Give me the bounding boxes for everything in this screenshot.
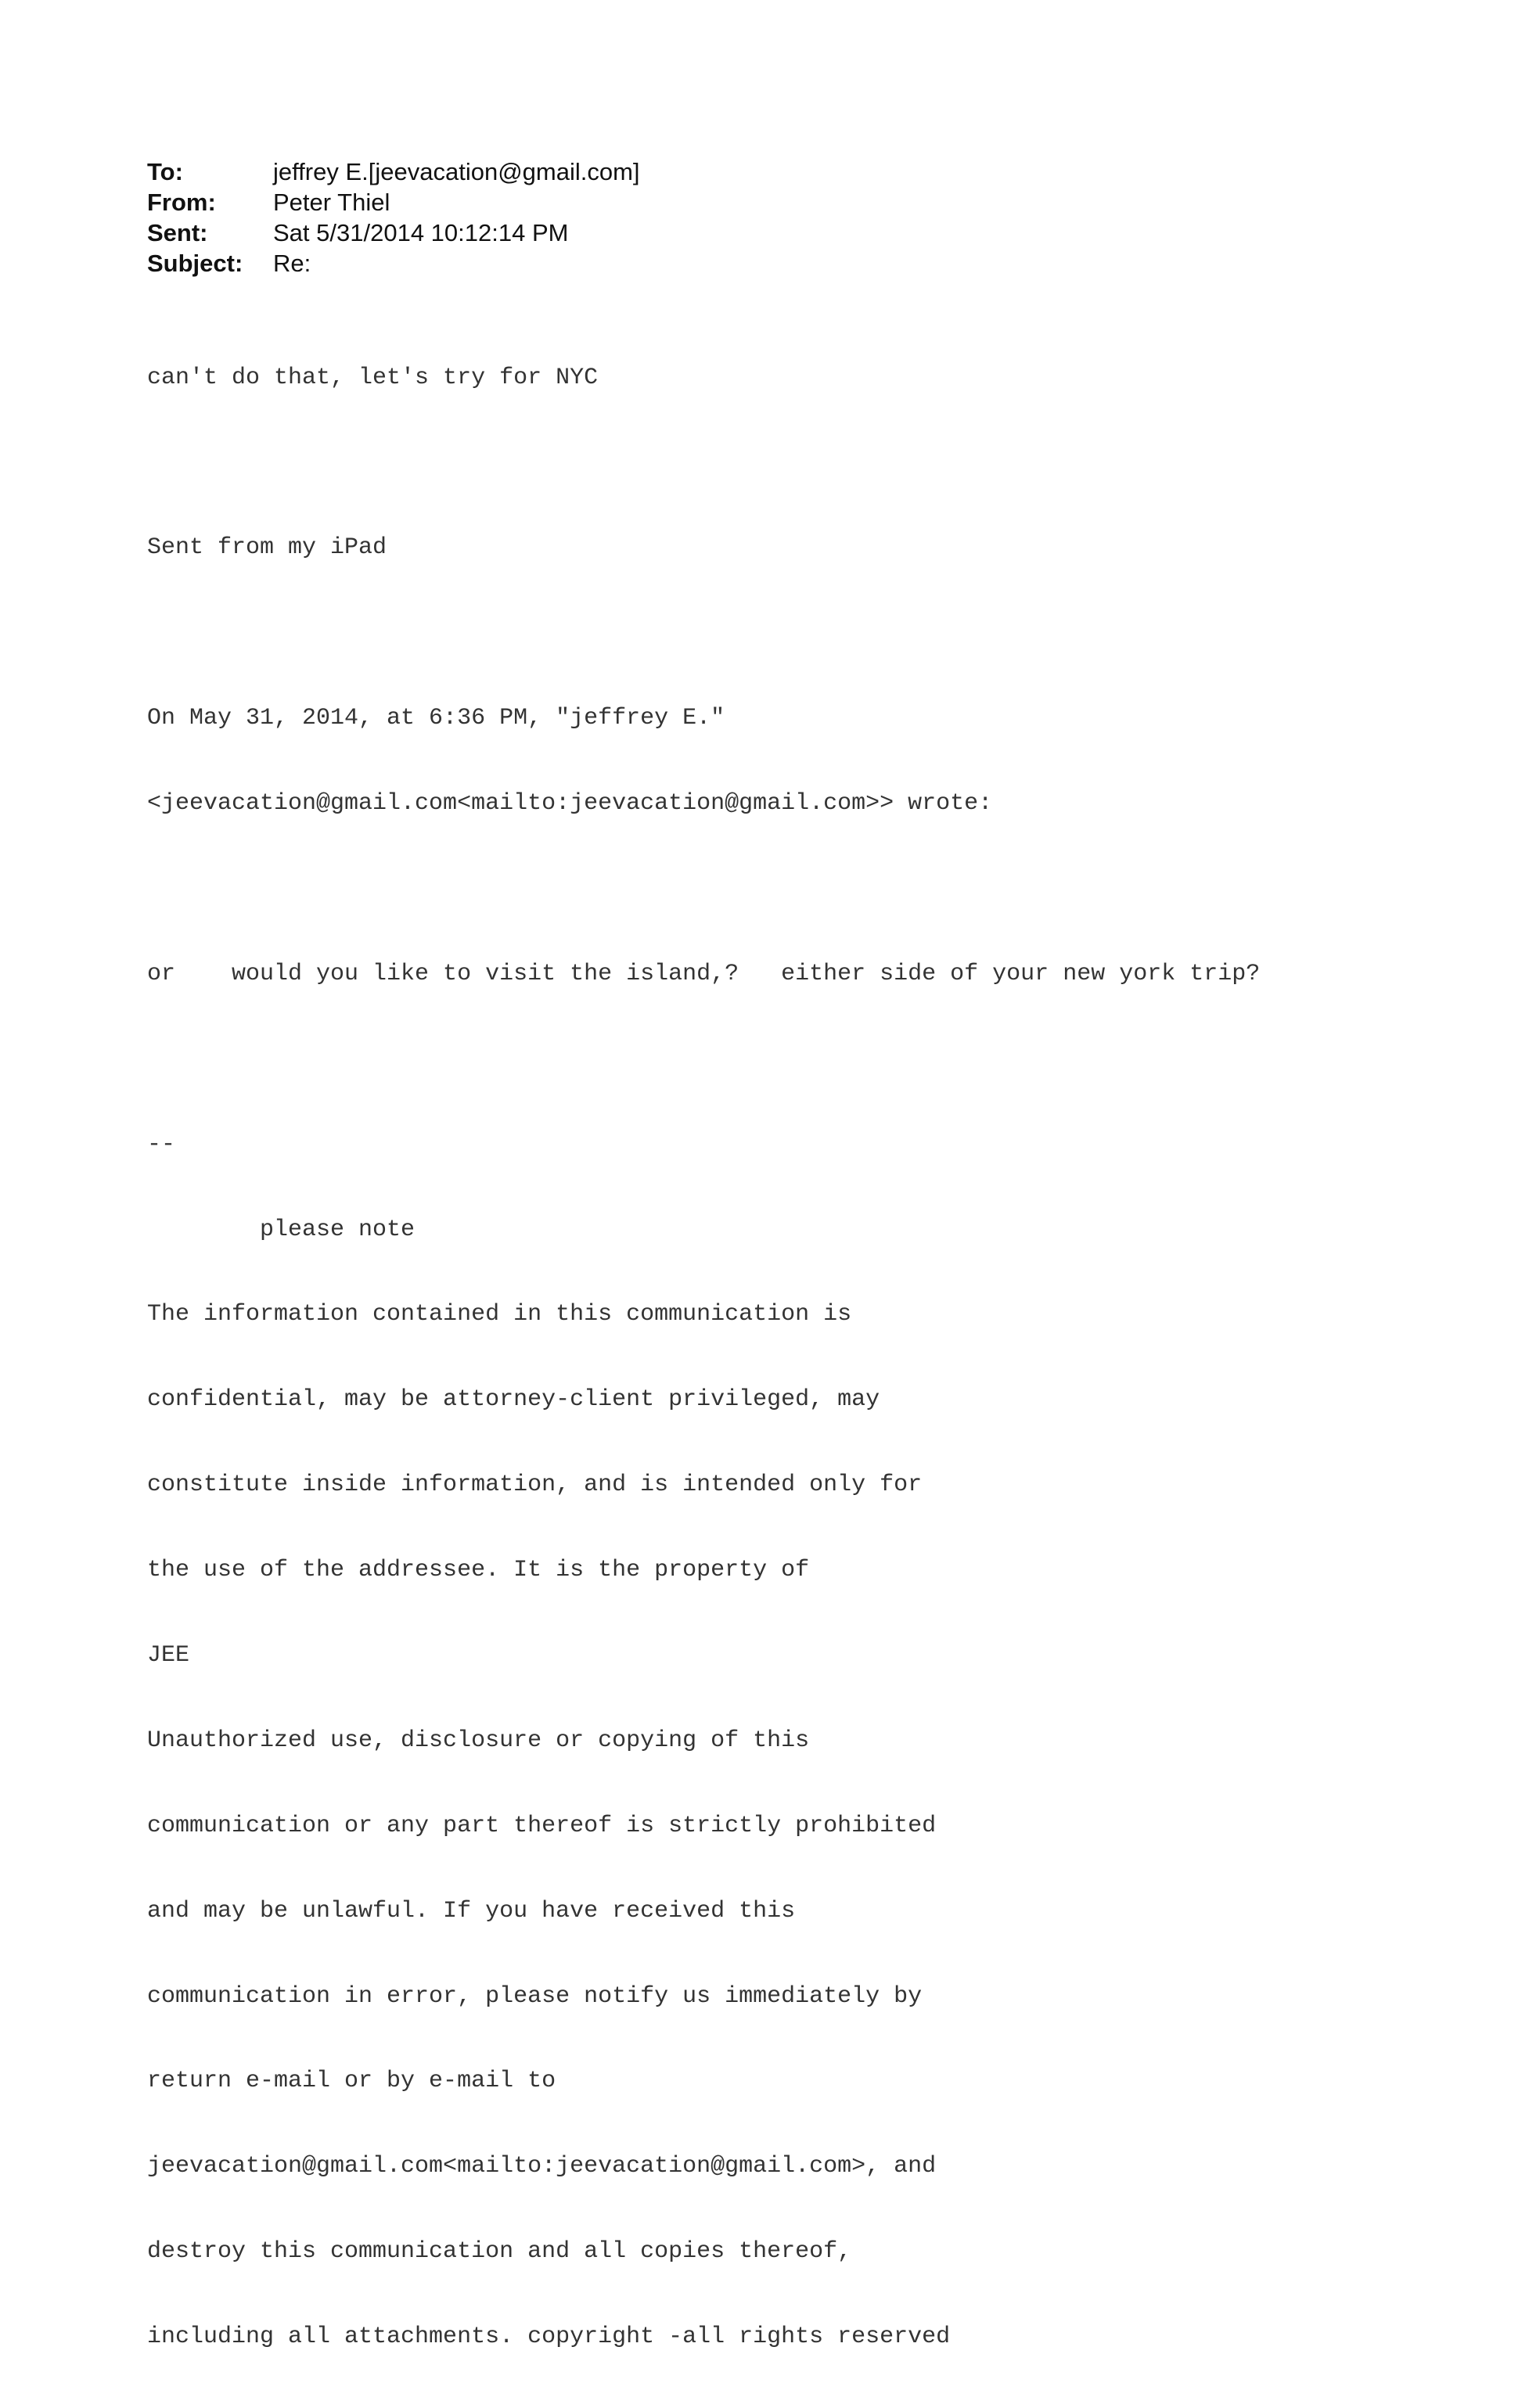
subject-row [147,248,640,279]
email-body [147,307,1260,2408]
body-line: and may be unlawful. If you have received this [147,1897,796,1925]
subject-label: Subject: [147,250,243,277]
body-line [147,1045,1260,1073]
body-line: Sent from my iPad [147,534,387,562]
to-label: To: [147,158,183,185]
body-line: return e-mail or by e-mail to [147,2068,556,2095]
body-line: Unauthorized use, disclosure or copying of this [147,1727,810,1754]
body-line: <jeevacation@gmail.com<mailto:jeevacation@gmail.com>> wrote: [147,790,993,818]
body-line: On May 31, 2014, at 6:36 PM, "jeffrey E." [147,705,725,732]
body-line: -- [147,1130,176,1158]
to-value: jeffrey E.[jeevacation@gmail.com] [273,158,640,185]
sent-value: Sat 5/31/2014 10:12:14 PM [273,219,569,246]
body-line: can't do that, let's try for NYC [147,364,599,391]
body-line: or would you like to visit the island,? either side of your new york trip? [147,960,1261,987]
body-line: including all attachments. copyright -all rights reserved [147,2324,951,2351]
from-value: Peter Thiel [273,189,390,216]
body-line: please note [147,1216,416,1243]
email-header [147,156,640,279]
to-row [147,156,640,187]
body-line: jeevacation@gmail.com<mailto:jeevacation@gmail.com>, and [147,2153,937,2180]
body-line: confidential, may be attorney-client privileged, may [147,1386,880,1414]
body-line: constitute inside information, and is intended only for [147,1472,923,1499]
body-line: The information contained in this communication is [147,1301,852,1328]
body-line: the use of the addressee. It is the property of [147,1557,810,1584]
body-line: destroy this communication and all copies thereof, [147,2238,852,2266]
from-row [147,187,640,217]
sent-label: Sent: [147,219,208,246]
sent-row [147,217,640,248]
body-line [147,448,1260,476]
body-line [147,875,1260,903]
body-line [147,619,1260,647]
body-line: JEE [147,1641,190,1669]
body-line: communication or any part thereof is strictly prohibited [147,1812,937,1839]
body-line: communication in error, please notify us immediately by [147,1982,923,2010]
subject-value: Re: [273,250,311,277]
from-label: From: [147,189,216,216]
